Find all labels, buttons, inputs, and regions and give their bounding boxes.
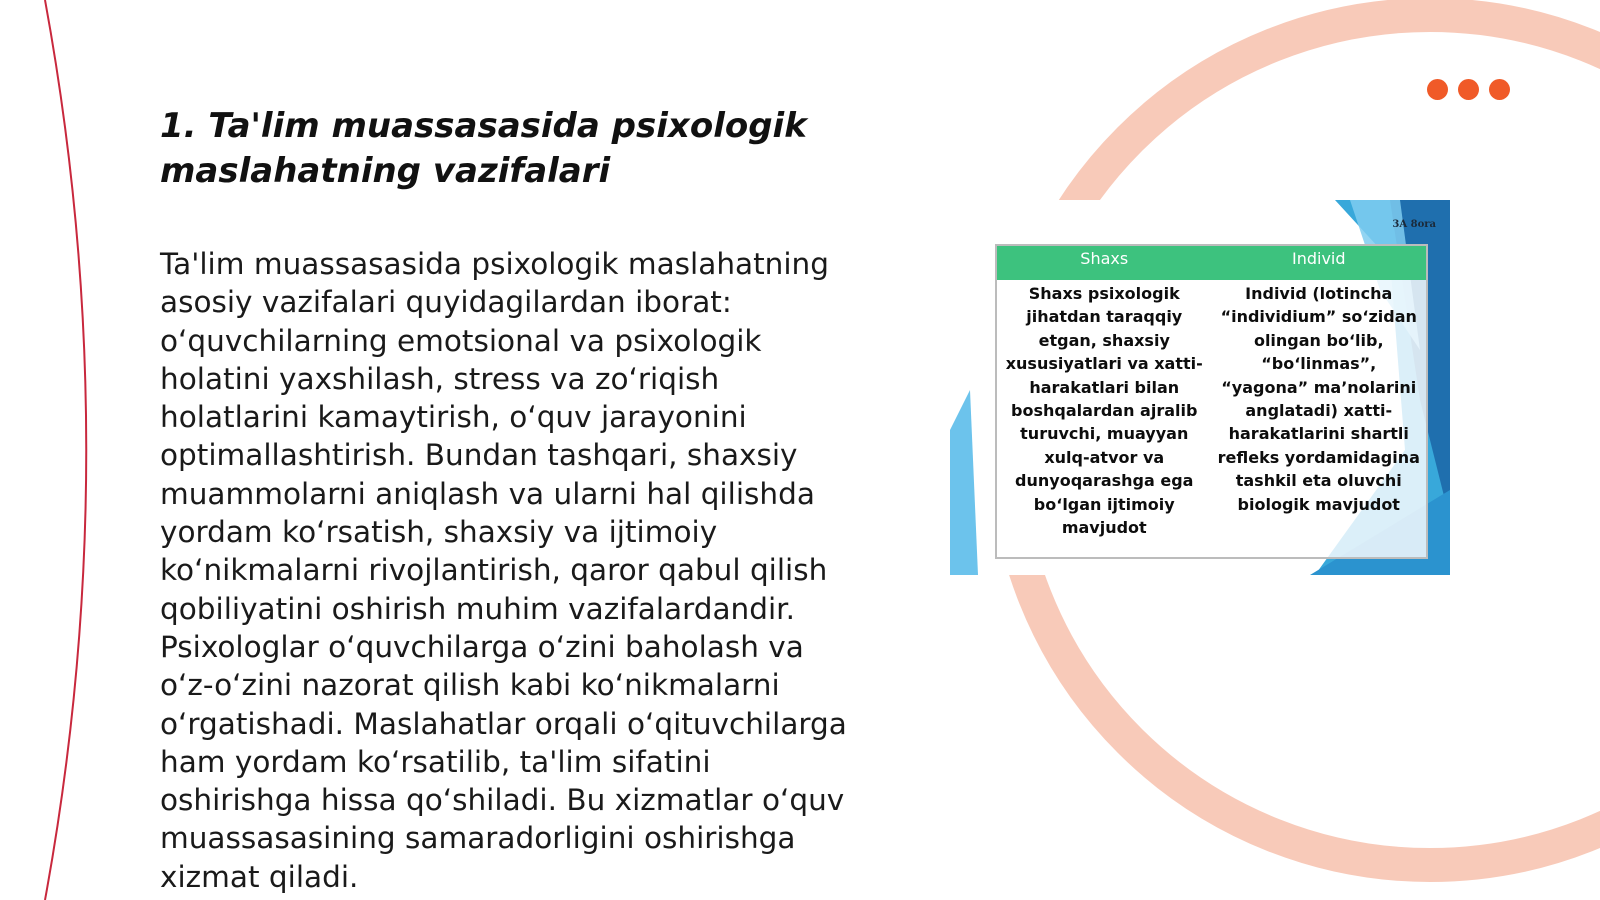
table-cell-shaxs: Shaxs psixologik jihatdan taraqqiy etgan, shaxsiy xususiyatlari va xatti-harakatlari bilan boshqalardan ajralib turuvchi, muayyan xulq-atvor va dunyoqarashga ega bo‘lgan ijtimoiy mavjudot bbox=[1005, 284, 1203, 538]
slide-body-text: Ta'lim muassasasida psixologik maslahatning asosiy vazifalari quyidagilardan iborat: o‘quvchilarning emotsional va psixologik holatini yaxshilash, stress va zo‘riqish holatlarini kamaytirish, o‘quv jarayonini optimallashtirish. Bundan tashqari, shaxsiy muammolarni aniqlash va ularni hal qilishda yordam ko‘rsatish, shaxsiy va ijtimoiy ko‘nikmalarni rivojlantirish, qaror qabul qilish qobiliyatini oshirish muhim vazifalardandir. Psixologlar o‘quvchilarga o‘zini baholash va o‘z-o‘zini nazorat qilish kabi ko‘nikmalarni o‘rgatishadi. Maslahatlar orqali o‘qituvchilarga ham yordam ko‘rsatilib, ta'lim sifatini oshirishga hissa qo‘shiladi. Bu xizmatlar o‘quv muassasasining samaradorligini oshirishga xizmat qiladi. bbox=[160, 247, 847, 894]
slide-title: 1. Ta'lim muassasasida psixologik maslahatning vazifalari bbox=[160, 106, 807, 191]
table-header-individ: Individ bbox=[1291, 249, 1346, 268]
table-body-row bbox=[997, 280, 1426, 539]
table-header-row bbox=[997, 246, 1426, 280]
dot-2 bbox=[1458, 79, 1479, 100]
left-accent-line bbox=[45, 0, 86, 900]
decorative-dots bbox=[1427, 79, 1517, 101]
dot-1 bbox=[1427, 79, 1448, 100]
image-corner-tag: 3A 8ora bbox=[1392, 219, 1436, 230]
table-image bbox=[950, 200, 1450, 575]
comparison-table bbox=[995, 244, 1428, 559]
table-header-shaxs: Shaxs bbox=[1080, 249, 1129, 268]
dot-3 bbox=[1489, 79, 1510, 100]
table-cell-individ: Individ (lotincha “individium” so‘zidan olingan bo‘lib, “bo‘linmas”, “yagona” ma’nolarini anglatadi) xatti-harakatlarini shartli refleks yordamidagina tashkil eta oluvchi biologik mavjudot bbox=[1217, 284, 1420, 514]
